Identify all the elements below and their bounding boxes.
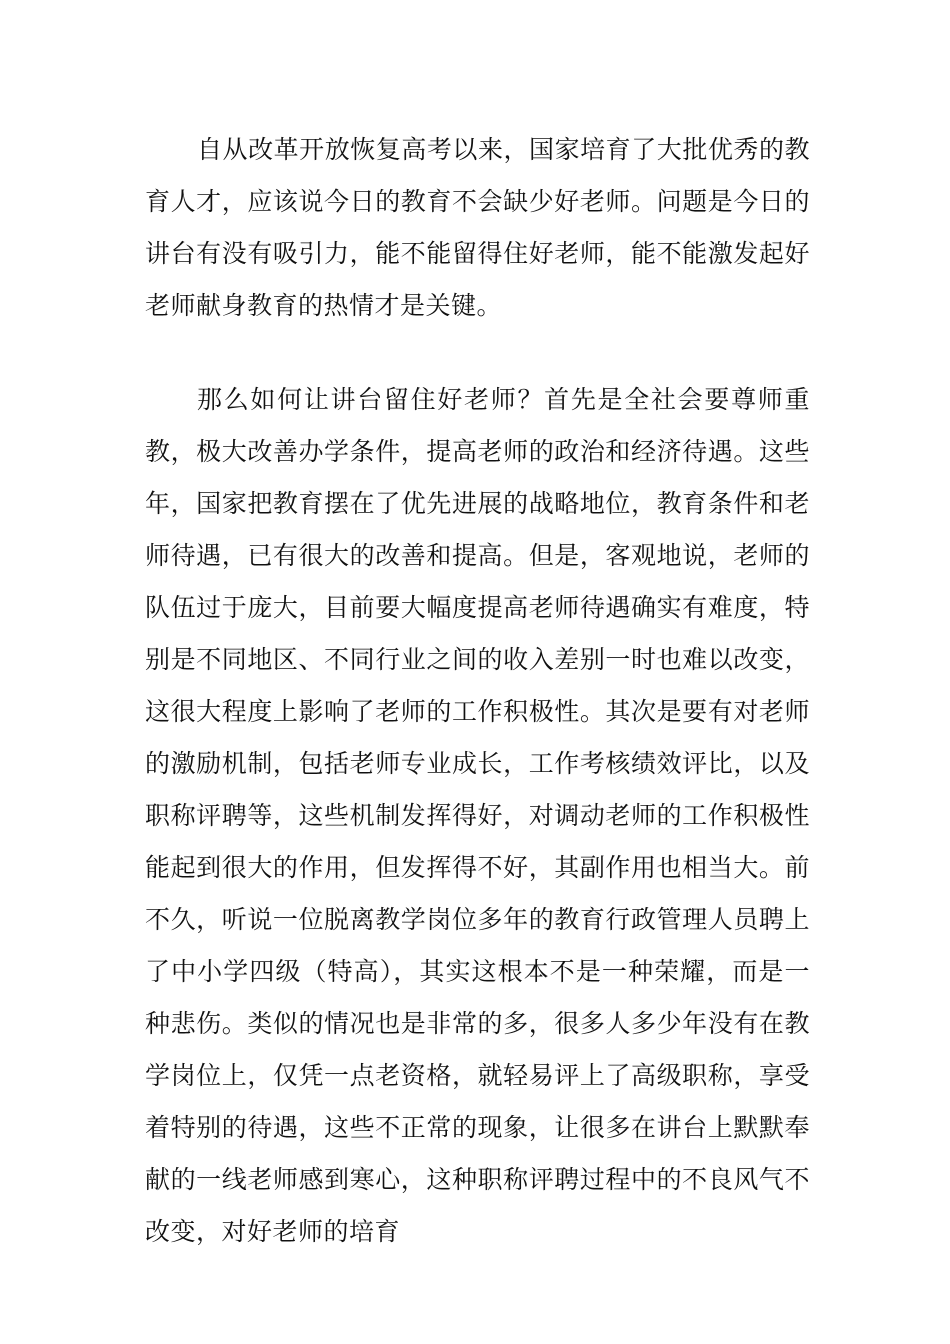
body-paragraph: 那么如何让讲台留住好老师？首先是全社会要尊师重教，极大改善办学条件，提高老师的政治和经济待遇。这些年，国家把教育摆在了优先进展的战略地位，教育条件和老师待遇，已有很大的改善和提高。但是，客观地说，老师的队伍过于庞大，目前要大幅度提高老师待遇确实有难度，特别是不同地区、不同行业之间的收入差别一时也难以改变，这很大程度上影响了老师的工作积极性。其次是要有对老师的激励机制，包括老师专业成长，工作考核绩效评比，以及职称评聘等，这些机制发挥得好，对调动老师的工作积极性能起到很大的作用，但发挥得不好，其副作用也相当大。前不久，听说一位脱离教学岗位多年的教育行政管理人员聘上了中小学四级（特高），其实这根本不是一种荣耀，而是一种悲伤。类似的情况也是非常的多，很多人多少年没有在教学岗位上，仅凭一点老资格，就轻易评上了高级职称，享受着特别的待遇，这些不正常的现象，让很多在讲台上默默奉献的一线老师感到寒心，这种职称评聘过程中的不良风气不改变，对好老师的培育 bbox=[145, 385, 810, 1246]
body-paragraph: 自从改革开放恢复高考以来，国家培育了大批优秀的教育人才，应该说今日的教育不会缺少好老师。问题是今日的讲台有没有吸引力，能不能留得住好老师，能不能激发起好老师献身教育的热情才是关键。 bbox=[145, 135, 810, 320]
